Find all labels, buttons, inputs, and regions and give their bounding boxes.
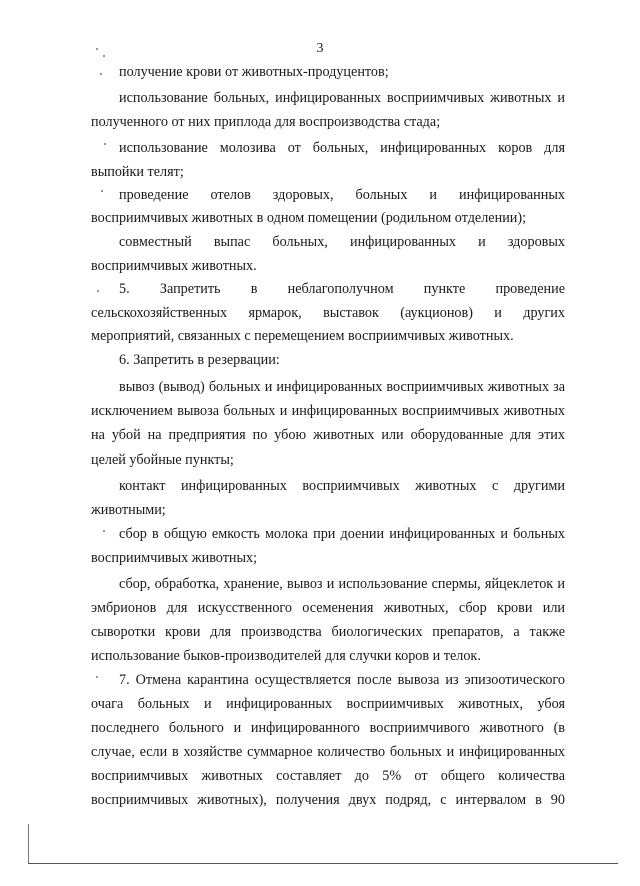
text-line: использование быков-производителей для случки коров и телок. bbox=[91, 648, 481, 664]
text-line: совместный выпас больных, инфицированных и здоровых bbox=[119, 234, 565, 250]
text-line: сбор, обработка, хранение, вывоз и использование спермы, яйцеклеток и bbox=[119, 576, 565, 592]
text-line: 5. Запретить в неблагополучном пункте проведение bbox=[119, 281, 565, 297]
scan-speck bbox=[103, 55, 105, 57]
text-line: полученного от них приплода для воспроизводства стада; bbox=[91, 114, 441, 130]
scan-speck bbox=[97, 290, 99, 292]
text-line: на убой на предприятия по убою животных или оборудованные для этих bbox=[91, 427, 565, 443]
text-line: животными; bbox=[91, 502, 166, 518]
text-line: случае, если в хозяйстве суммарное количество больных и инфицированных bbox=[91, 744, 565, 760]
text-line: выпойки телят; bbox=[91, 164, 184, 180]
scan-speck bbox=[103, 530, 105, 532]
text-line: 7. Отмена карантина осуществляется после вывоза из эпизоотического bbox=[119, 672, 565, 688]
scan-speck bbox=[104, 143, 106, 145]
scan-edge-line bbox=[28, 863, 618, 864]
text-line: очага больных и инфицированных восприимчивых животных, убоя bbox=[91, 696, 565, 712]
text-line: мероприятий, связанных с перемещением восприимчивых животных. bbox=[91, 328, 514, 344]
text-line: проведение отелов здоровых, больных и инфицированных bbox=[119, 187, 565, 203]
text-line: получение крови от животных-продуцентов; bbox=[119, 64, 389, 80]
text-line: восприимчивых животных в одном помещении (родильном отделении); bbox=[91, 210, 527, 226]
scan-speck bbox=[96, 48, 98, 50]
text-line: целей убойные пункты; bbox=[91, 452, 234, 468]
scan-speck bbox=[96, 676, 98, 678]
text-line: контакт инфицированных восприимчивых животных с другими bbox=[119, 478, 565, 494]
scan-edge-line bbox=[28, 824, 29, 864]
text-line: 6. Запретить в резервации: bbox=[119, 352, 280, 368]
text-line: сельскохозяйственных ярмарок, выставок (аукционов) и других bbox=[91, 305, 565, 321]
scan-speck bbox=[100, 73, 102, 75]
text-line: сбор в общую емкость молока при доении инфицированных и больных bbox=[119, 526, 565, 542]
text-line: последнего больного и инфицированного восприимчивого животного (в bbox=[91, 720, 565, 736]
text-line: использование молозива от больных, инфицированных коров для bbox=[119, 140, 565, 156]
scan-speck bbox=[101, 190, 103, 192]
text-line: восприимчивых животных; bbox=[91, 550, 258, 566]
page-number: 3 bbox=[316, 41, 324, 56]
text-line: эмбрионов для искусственного осеменения животных, сбор крови или bbox=[91, 600, 565, 616]
text-line: восприимчивых животных составляет до 5% от общего количества bbox=[91, 768, 565, 784]
text-line: восприимчивых животных. bbox=[91, 258, 257, 274]
text-line: сыворотки крови для производства биологических препаратов, а также bbox=[91, 624, 565, 640]
text-line: вывоз (вывод) больных и инфицированных восприимчивых животных за bbox=[119, 379, 565, 395]
text-line: исключением вывоза больных и инфицированных восприимчивых животных bbox=[91, 403, 565, 419]
text-line: использование больных, инфицированных восприимчивых животных и bbox=[119, 90, 565, 106]
text-line: восприимчивых животных), получения двух подряд, с интервалом в 90 bbox=[91, 792, 565, 808]
